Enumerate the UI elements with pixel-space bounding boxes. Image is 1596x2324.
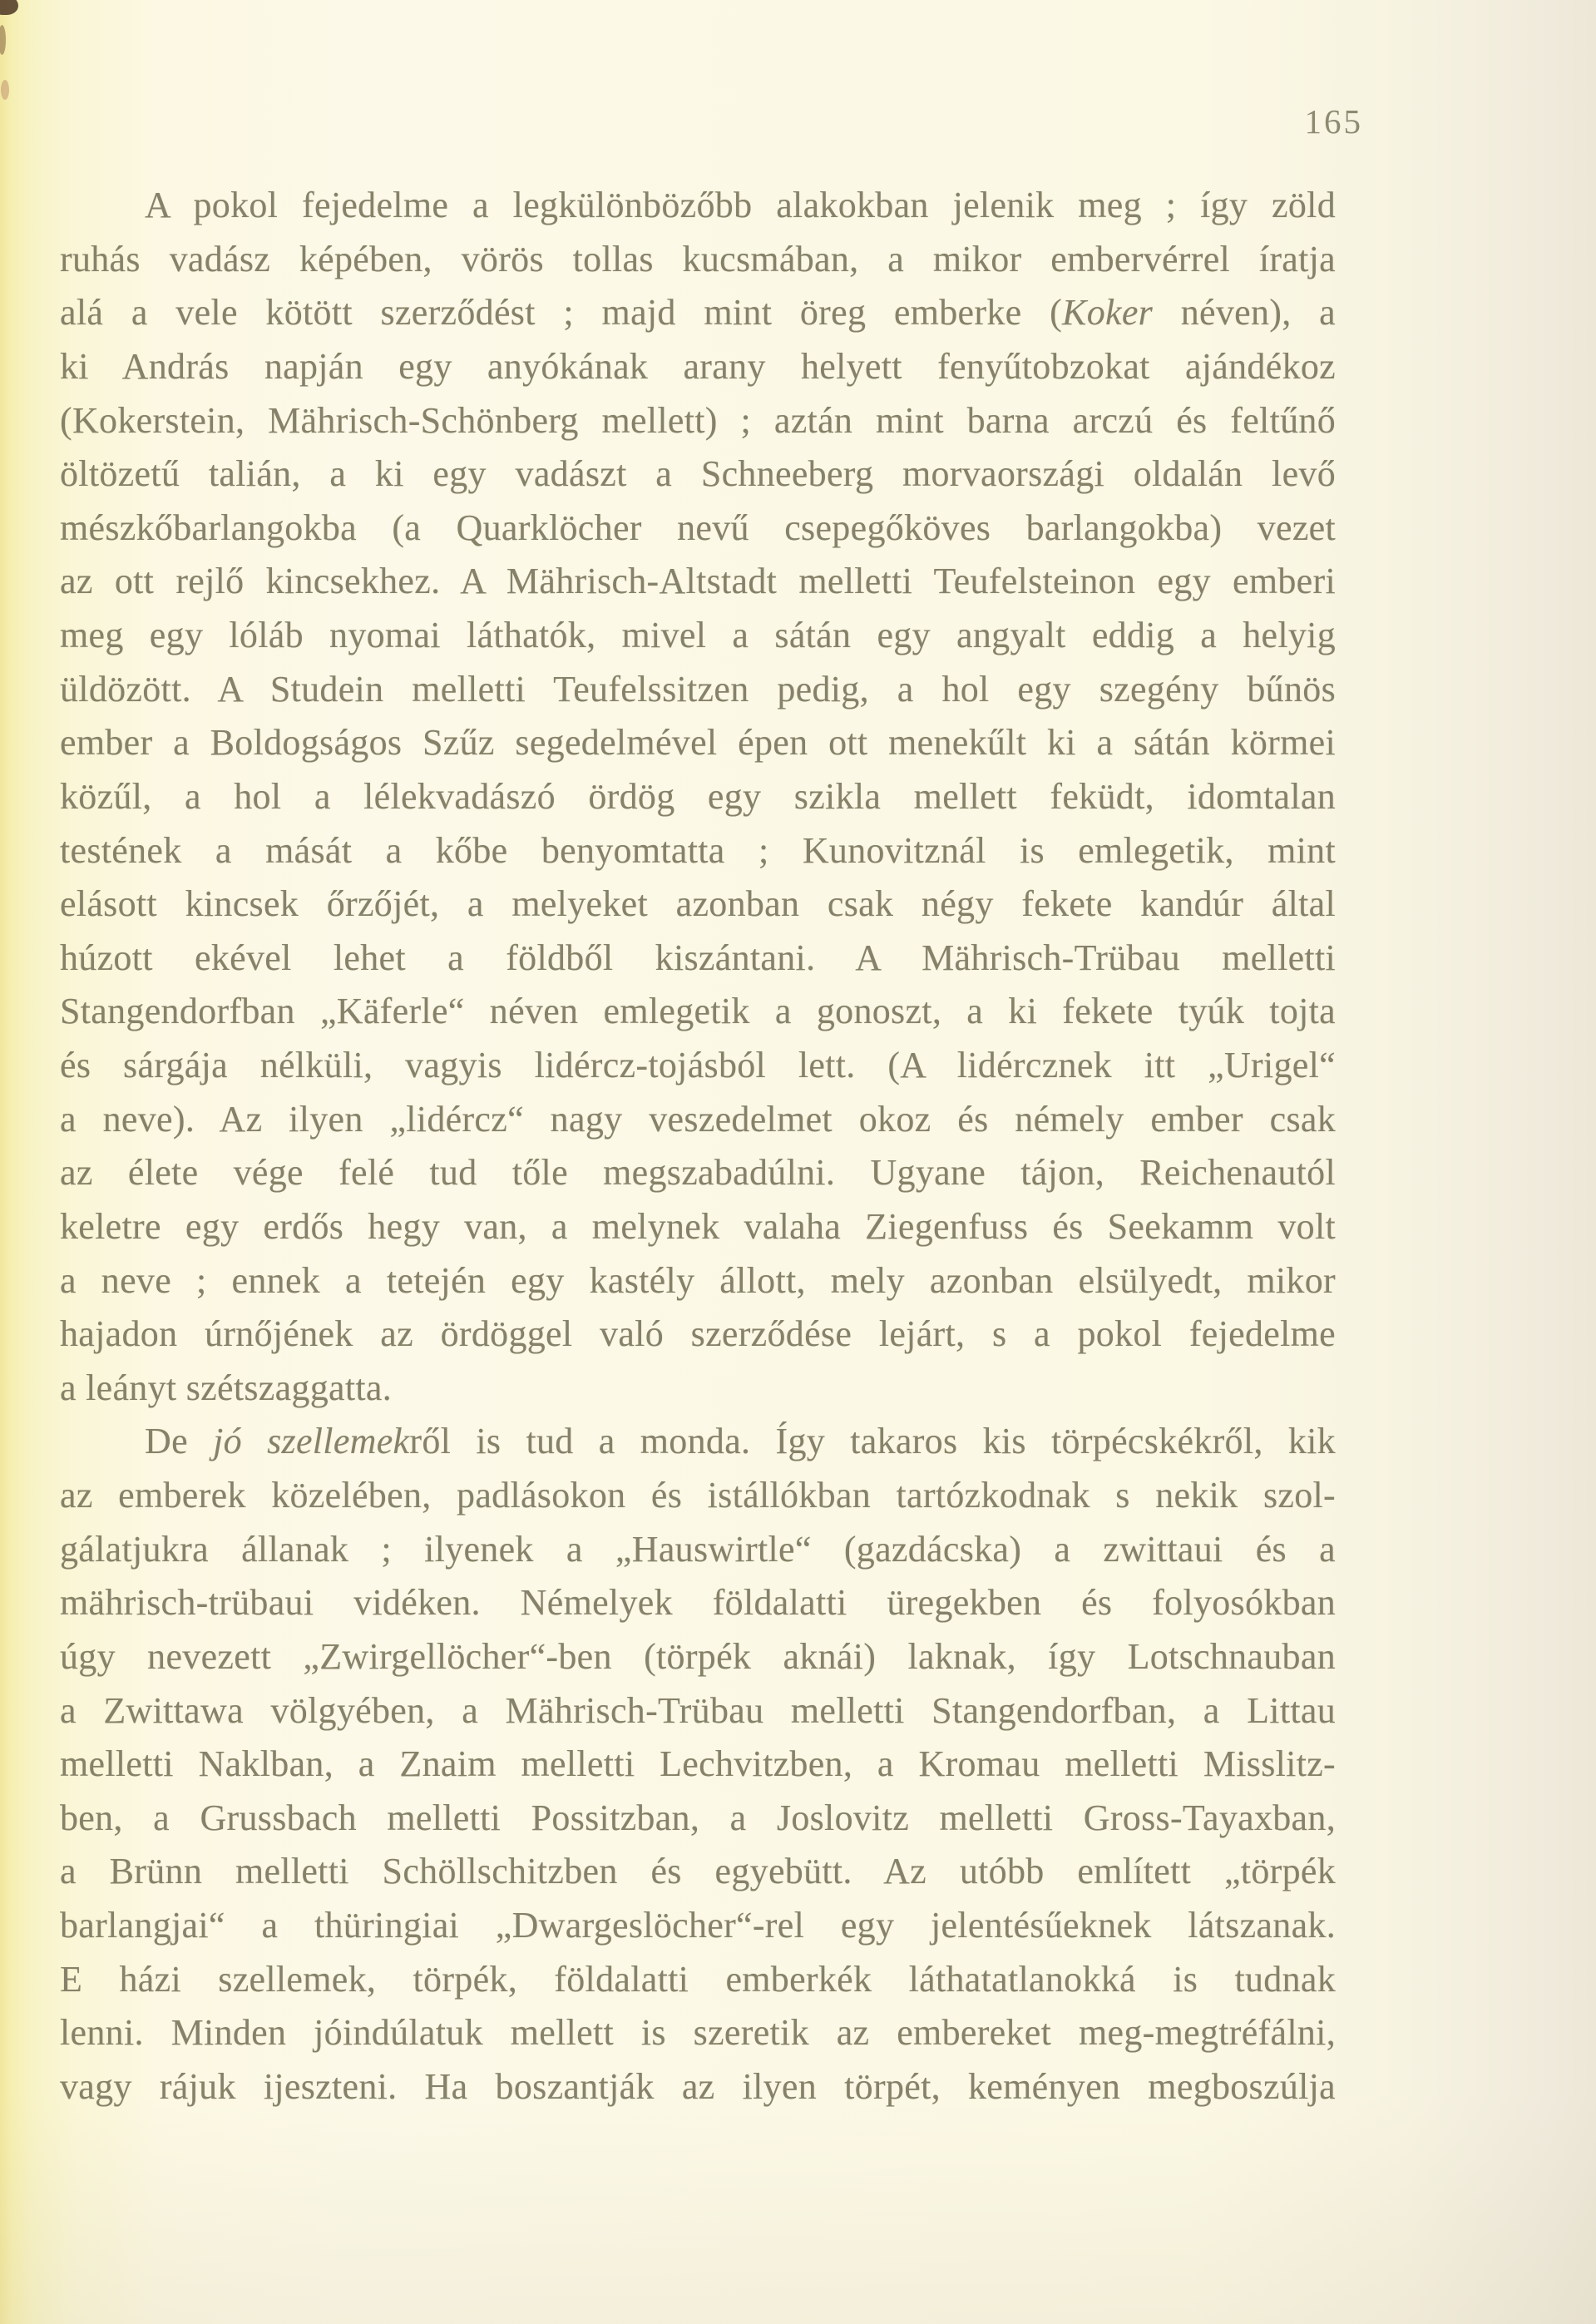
text-segment: ki András napján egy anyókának arany helyett fenyűtobzokat ajándékoz	[60, 345, 1336, 387]
text-line	[60, 1845, 1336, 1899]
text-line	[60, 1523, 1336, 1577]
text-line	[60, 1093, 1336, 1147]
text-segment: mährisch-trübaui vidéken. Némelyek földalatti üregekben és folyosókban	[60, 1582, 1336, 1624]
text-line	[60, 340, 1336, 394]
text-line	[60, 1684, 1336, 1738]
text-line	[60, 663, 1336, 717]
text-segment: A pokol fejedelme a legkülönbözőbb alakokban jelenik meg ; így zöld	[145, 185, 1336, 225]
text-line	[60, 1415, 1336, 1469]
text-line	[60, 1899, 1336, 1953]
text-segment: néven), a	[1153, 292, 1336, 334]
text-line	[60, 985, 1336, 1039]
text-segment: vagy rájuk ijeszteni. Ha boszantják az ilyen törpét, keményen megboszúlja	[60, 2065, 1336, 2107]
text-segment: testének a mását a kőbe benyomtatta ; Kunovitznál is emlegetik, mint	[60, 829, 1336, 871]
italic-phrase: jó szellemek	[213, 1421, 410, 1462]
text-line	[60, 1792, 1336, 1846]
text-segment: (Kokerstein, Mährisch-Schönberg mellett) ; aztán mint barna arczú és feltűnő	[60, 399, 1336, 441]
text-segment: hajadon úrnőjének az ördöggel való szerződése lejárt, s a pokol fejedelme	[60, 1313, 1336, 1355]
ink-speck	[0, 25, 6, 55]
text-segment: a Brünn melletti Schöllschitzben és egyebütt. Az utóbb említett „törpék	[60, 1851, 1336, 1892]
text-segment: öltözetű talián, a ki egy vadászt a Schneeberg morvaországi oldalán levő	[60, 453, 1336, 495]
text-segment: barlangjai“ a thüringiai „Dwargeslöcher“-rel egy jelentésűeknek látszanak.	[60, 1905, 1336, 1946]
text-segment: közűl, a hol a lélekvadászó ördög egy szikla mellett feküdt, idomtalan	[60, 775, 1336, 817]
text-line	[60, 1200, 1336, 1254]
text-line	[60, 716, 1336, 770]
text-segment: a leányt szétszaggatta.	[60, 1367, 393, 1408]
text-line	[60, 932, 1336, 986]
text-segment: Stangendorfban „Käferle“ néven emlegetik a gonoszt, a ki fekete tyúk tojta	[60, 991, 1336, 1032]
text-line	[60, 1953, 1336, 2007]
text-segment: mészkőbarlangokba (a Quarklöcher nevű csepegőköves barlangokba) vezet	[60, 507, 1336, 548]
ink-speck	[1, 80, 9, 100]
text-segment: gálatjukra állanak ; ilyenek a „Hauswirtle“ (gazdácska) a zwittaui és a	[60, 1528, 1336, 1570]
text-line	[60, 770, 1336, 824]
text-line	[60, 447, 1336, 502]
ink-speck	[0, 0, 18, 15]
text-segment: üldözött. A Studein melletti Teufelssitzen pedig, a hol egy szegény bűnös	[60, 668, 1336, 710]
text-line	[60, 1039, 1336, 1093]
text-line	[60, 1469, 1336, 1523]
text-segment: és sárgája nélküli, vagyis lidércz-tojásból lett. (A lidércznek itt „Urigel“	[60, 1045, 1336, 1085]
text-line	[60, 555, 1336, 609]
text-segment: keletre egy erdős hegy van, a melynek valaha Ziegenfuss és Seekamm volt	[60, 1205, 1336, 1247]
text-segment: De	[145, 1421, 214, 1462]
text-segment: E házi szellemek, törpék, földalatti emberkék láthatatlanokká is tudnak	[60, 1958, 1336, 2000]
text-line	[60, 286, 1336, 340]
text-block	[60, 179, 1336, 2114]
text-line	[60, 1254, 1336, 1308]
text-line	[60, 1308, 1336, 1362]
text-segment: melletti Naklban, a Znaim melletti Lechvitzben, a Kromau melletti Misslitz-	[60, 1743, 1336, 1785]
text-line	[60, 1146, 1336, 1200]
text-segment: elásott kincsek őrzőjét, a melyeket azonban csak négy fekete kandúr által	[60, 883, 1336, 925]
text-line	[60, 1630, 1336, 1684]
text-line	[60, 824, 1336, 878]
text-line	[60, 502, 1336, 556]
text-segment: lenni. Minden jóindúlatuk mellett is szeretik az embereket meg-megtréfálni,	[60, 2012, 1336, 2054]
text-line	[60, 609, 1336, 663]
text-line	[60, 394, 1336, 448]
text-segment: ről is tud a monda. Így takaros kis törpécskékről, kik	[409, 1421, 1336, 1462]
text-line	[60, 1362, 1336, 1416]
text-segment: alá a vele kötött szerződést ; majd mint öreg emberke (	[60, 292, 1063, 334]
page-number: 165	[1304, 102, 1363, 141]
text-line	[60, 1576, 1336, 1630]
text-line	[60, 233, 1336, 287]
text-segment: az ott rejlő kincsekhez. A Mährisch-Altstadt melletti Teufelsteinon egy emberi	[60, 561, 1336, 602]
text-line	[60, 2006, 1336, 2060]
text-line	[60, 1738, 1336, 1792]
text-segment: ember a Boldogságos Szűz segedelmével épen ott menekűlt ki a sátán körmei	[60, 722, 1336, 764]
text-segment: ben, a Grussbach melletti Possitzban, a Joslovitz melletti Gross-Tayaxban,	[60, 1797, 1336, 1838]
text-segment: meg egy lóláb nyomai láthatók, mivel a sátán egy angyalt eddig a helyig	[60, 615, 1336, 655]
text-segment: az élete vége felé tud tőle megszabadúlni. Ugyane tájon, Reichenautól	[60, 1152, 1336, 1194]
italic-phrase: Koker	[1062, 292, 1154, 334]
text-segment: a neve). Az ilyen „lidércz“ nagy veszedelmet okoz és némely ember csak	[60, 1098, 1336, 1140]
text-line	[60, 179, 1336, 233]
text-segment: úgy nevezett „Zwirgellöcher“-ben (törpék aknái) laknak, így Lotschnauban	[60, 1635, 1336, 1677]
text-line	[60, 2060, 1336, 2114]
text-segment: a Zwittawa völgyében, a Mährisch-Trübau melletti Stangendorfban, a Littau	[60, 1689, 1336, 1731]
text-segment: az emberek közelében, padlásokon és istállókban tartózkodnak s nekik szol-	[60, 1475, 1336, 1516]
text-segment: ruhás vadász képében, vörös tollas kucsmában, a mikor embervérrel íratja	[60, 238, 1336, 279]
text-segment: húzott ekével lehet a földből kiszántani. A Mährisch-Trübau melletti	[60, 937, 1336, 978]
text-segment: a neve ; ennek a tetején egy kastély állott, mely azonban elsülyedt, mikor	[60, 1259, 1336, 1301]
text-line	[60, 878, 1336, 932]
